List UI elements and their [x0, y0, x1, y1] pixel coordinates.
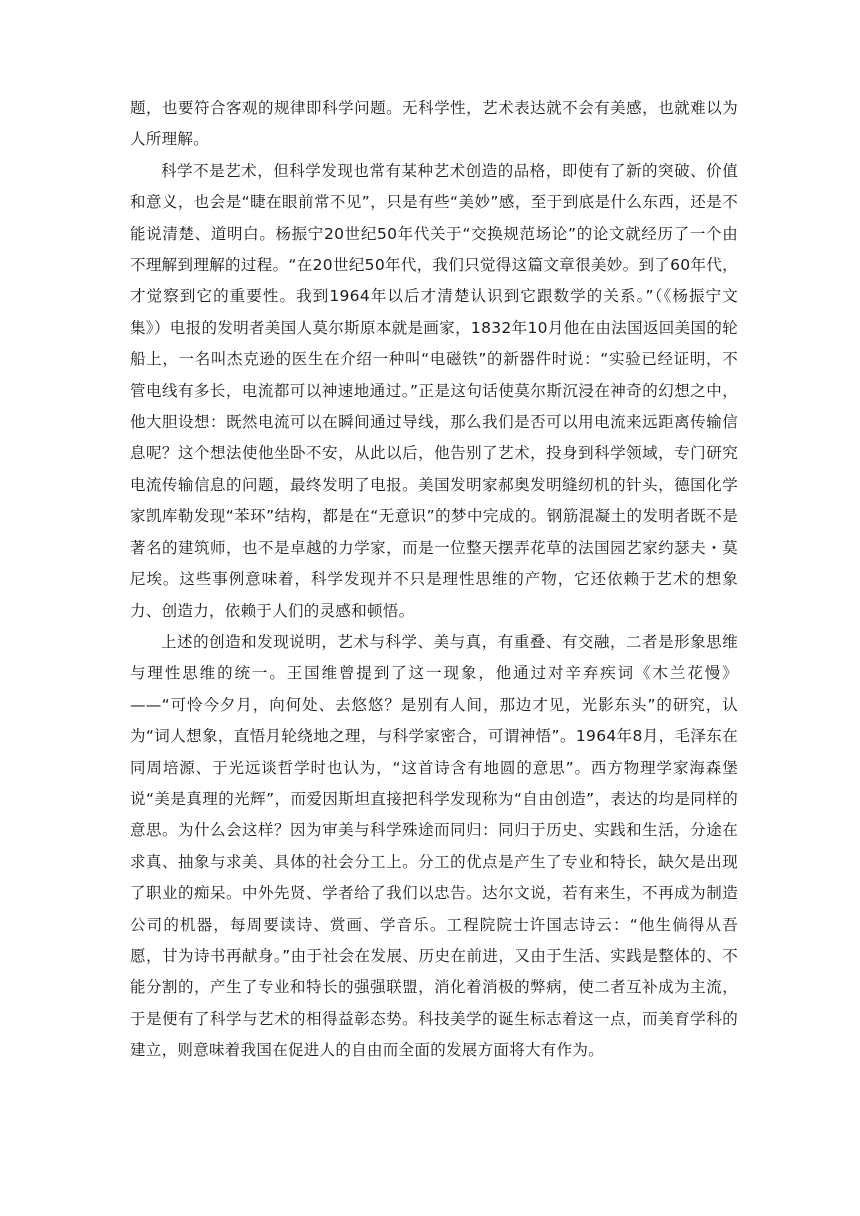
paragraph-unity-of-thinking: 上述的创造和发现说明，艺术与科学、美与真，有重叠、有交融，二者是形象思维与理性思维的统一。王国维曾提到了这一现象，他通过对辛弃疾词《木兰花慢》——“可怜今夕月，向何处、去悠悠？是别有人间，那边才见，光影东头”的研究，认为“词人想象，直悟月轮绕地之理，与科学家密合，可谓神悟”。1964年8月，毛泽东在同周培源、于光远谈哲学时也认为，“这首诗含有地圆的意思”。西方物理学家海森堡说“美是真理的光辉”，而爱因斯坦直接把科学发现称为“自由创造”，表达的均是同样的意思。为什么会这样？因为审美与科学殊途而同归：同归于历史、实践和生活，分途在求真、抽象与求美、具体的社会分工上。分工的优点是产生了专业和特长，缺欠是出现了职业的痴呆。中外先贤、学者给了我们以忠告。达尔文说，若有来生，不再成为制造公司的机器，每周要读诗、赏画、学音乐。工程院院士许国志诗云：“他生倘得从吾愿，甘为诗书再献身。”由于社会在发展、历史在前进，又由于生活、实践是整体的、不能分割的，产生了专业和特长的强强联盟，消化着消极的弊病，使二者互补成为主流，于是便有了科学与艺术的相得益彰态势。科技美学的诞生标志着这一点，而美育学科的建立，则意味着我国在促进人的自由而全面的发展方面将大有作为。	[130, 632, 738, 1060]
paragraph-continuation: 题，也要符合客观的规律即科学问题。无科学性，艺术表达就不会有美感，也就难以为人所理解。	[130, 99, 738, 149]
document-page	[130, 93, 738, 1067]
paragraph-science-and-art: 科学不是艺术，但科学发现也常有某种艺术创造的品格，即使有了新的突破、价值和意义，也会是“睫在眼前常不见”，只是有些“美妙”感，至于到底是什么东西，还是不能说清楚、道明白。杨振宁20世纪50年代关于“交换规范场论”的论文就经历了一个由不理解到理解的过程。“在20世纪50年代，我们只觉得这篇文章很美妙。到了60年代，才觉察到它的重要性。我到1964年以后才清楚认识到它跟数学的关系。”（《杨振宁文集》）电报的发明者美国人莫尔斯原本就是画家，1832年10月他在由法国返回美国的轮船上，一名叫杰克逊的医生在介绍一种叫“电磁铁”的新器件时说：“实验已经证明，不管电线有多长，电流都可以神速地通过。”正是这句话使莫尔斯沉浸在神奇的幻想之中，他大胆设想：既然电流可以在瞬间通过导线，那么我们是否可以用电流来远距离传输信息呢？这个想法使他坐卧不安，从此以后，他告别了艺术，投身到科学领域，专门研究电流传输信息的问题，最终发明了电报。美国发明家郝奥发明缝纫机的针头，德国化学家凯库勒发现“苯环”结构，都是在“无意识”的梦中完成的。钢筋混凝土的发明者既不是著名的建筑师，也不是卓越的力学家，而是一位整天摆弄花草的法国园艺家约瑟夫・莫尼埃。这些事例意味着，科学发现并不只是理性思维的产物，它还依赖于艺术的想象力、创造力，依赖于人们的灵感和顿悟。	[130, 161, 738, 620]
